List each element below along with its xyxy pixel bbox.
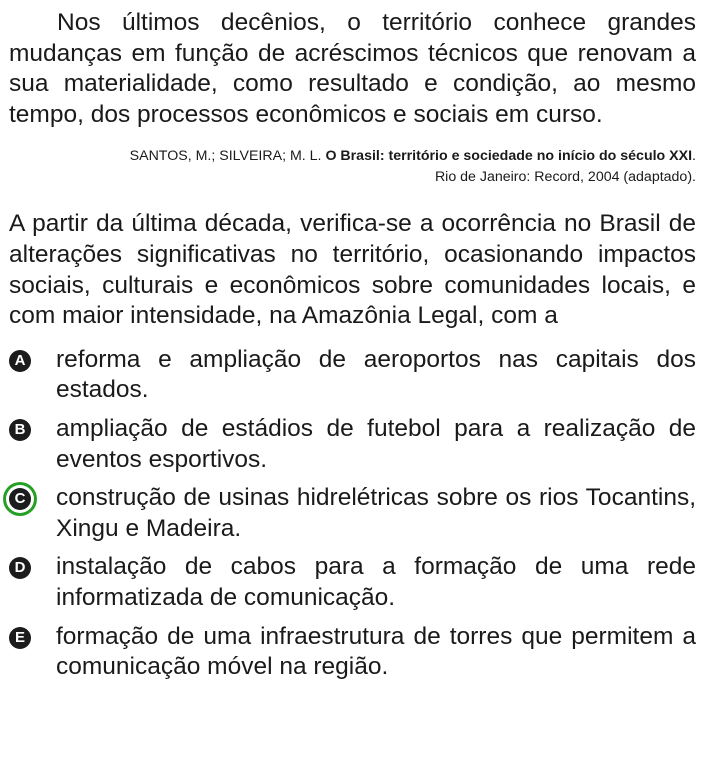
option-a-text: reforma e ampliação de aeroportos nas capitais dos estados.	[56, 345, 696, 404]
option-b-text: ampliação de estádios de futebol para a realização de eventos esportivos.	[56, 414, 696, 473]
citation-period: .	[692, 148, 696, 165]
option-e-letter-badge: E	[9, 627, 31, 649]
citation-title: O Brasil: território e sociedade no início do século XXI	[325, 148, 693, 165]
option-a-letter-badge: A	[9, 350, 31, 372]
option-d-letter-badge: D	[9, 557, 31, 579]
option-b-letter-badge: B	[9, 419, 31, 441]
option-d[interactable]	[9, 552, 696, 613]
option-c-text: construção de usinas hidrelétricas sobre os rios Tocantins, Xingu e Madeira.	[56, 484, 696, 542]
option-c-letter-badge: C	[9, 488, 31, 510]
passage-text: Nos últimos decênios, o território conhece grandes mudanças em função de acréscimos técnicos que renovam a sua materialidade, como resultado e condição, ao mesmo tempo, dos processos econômicos e sociais em curso.	[9, 9, 696, 128]
question-page	[9, 8, 696, 691]
option-d-text: instalação de cabos para a formação de uma rede informatizada de comunicação.	[56, 553, 696, 611]
option-e[interactable]	[9, 622, 696, 683]
question-stem: A partir da última década, verifica-se a ocorrência no Brasil de alterações significativas no território, ocasionando impactos sociais, culturais e econômicos sobre comunidades locais, e com maior intensidade, na Amazônia Legal, com a	[9, 210, 696, 330]
citation-authors: SANTOS, M.; SILVEIRA; M. L.	[129, 148, 326, 165]
option-a[interactable]	[9, 345, 696, 406]
answer-options	[9, 345, 696, 683]
option-e-text: formação de uma infraestrutura de torres que permitem a comunicação móvel na região.	[56, 622, 696, 681]
option-b[interactable]	[9, 414, 696, 475]
citation-publisher: Rio de Janeiro: Record, 2004 (adaptado).	[434, 169, 696, 186]
citation	[9, 146, 696, 188]
option-c[interactable]	[9, 483, 696, 544]
